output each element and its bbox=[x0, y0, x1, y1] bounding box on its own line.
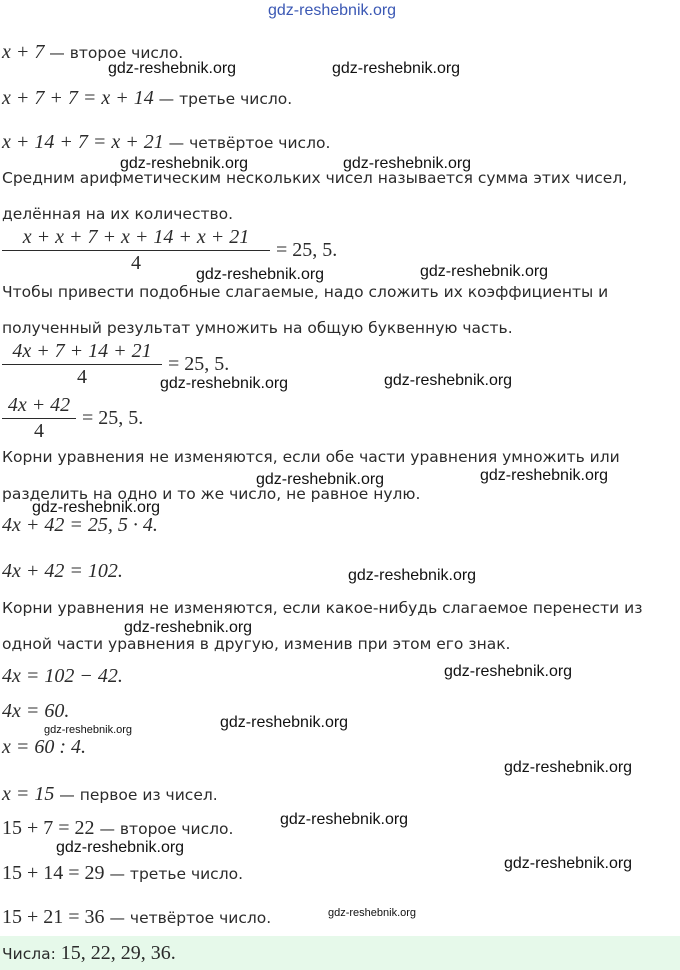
watermark: gdz-reshebnik.org bbox=[160, 375, 289, 392]
text: — четвёртое число. bbox=[104, 909, 272, 927]
text: — второе число. bbox=[94, 820, 234, 838]
watermark: gdz-reshebnik.org bbox=[44, 724, 133, 736]
watermark: gdz-reshebnik.org bbox=[120, 155, 249, 172]
math: x + 7 bbox=[2, 41, 45, 63]
watermark: gdz-reshebnik.org bbox=[384, 372, 513, 389]
watermark: gdz-reshebnik.org bbox=[480, 467, 609, 484]
math: x = 15 bbox=[2, 783, 55, 805]
fraction-numerator: 4x + 42 bbox=[7, 394, 71, 416]
equation-divide: x = 60 : 4. bbox=[2, 736, 87, 758]
watermark: gdz-reshebnik.org bbox=[444, 663, 573, 680]
math: 15 + 14 = 29 bbox=[2, 862, 105, 884]
fraction-denominator: 4 bbox=[34, 420, 44, 442]
rule-multiply-line2: разделить на одно и то же число, не равное нулю. bbox=[2, 485, 421, 503]
math: 15 + 21 = 36 bbox=[2, 906, 105, 928]
fraction-numerator: 4x + 7 + 14 + 21 bbox=[12, 340, 152, 362]
answer-values: 15, 22, 29, 36. bbox=[60, 942, 176, 964]
rule-like-terms-line1: Чтобы привести подобные слагаемые, надо сложить их коэффициенты и bbox=[2, 283, 609, 301]
watermark: gdz-reshebnik.org bbox=[196, 266, 325, 283]
watermark: gdz-reshebnik.org bbox=[328, 907, 417, 919]
answer-box bbox=[0, 936, 680, 970]
equation-multiply: 4x + 42 = 25, 5 · 4. bbox=[2, 514, 158, 536]
text: — третье число. bbox=[153, 90, 293, 108]
watermark: gdz-reshebnik.org bbox=[256, 471, 385, 488]
math: x + 14 + 7 = x + 21 bbox=[2, 131, 164, 153]
line-first-number bbox=[2, 784, 218, 805]
fraction-denominator: 4 bbox=[131, 252, 141, 274]
watermark: gdz-reshebnik.org bbox=[124, 619, 253, 636]
watermark: gdz-reshebnik.org bbox=[332, 60, 461, 77]
text: — первое из чисел. bbox=[54, 786, 218, 804]
math: x + 7 + 7 = x + 14 bbox=[2, 87, 154, 109]
line-fourth-number bbox=[2, 132, 330, 153]
watermark: gdz-reshebnik.org bbox=[504, 855, 633, 872]
fraction-rhs: = 25, 5. bbox=[168, 353, 230, 375]
rule-mean-line2: делённая на их количество. bbox=[2, 205, 234, 223]
text: — третье число. bbox=[104, 865, 244, 883]
equation-102: 4x + 42 = 102. bbox=[2, 560, 123, 582]
rule-mean-line1: Средним арифметическим нескольких чисел называется сумма этих чисел, bbox=[2, 169, 628, 187]
watermark: gdz-reshebnik.org bbox=[56, 839, 185, 856]
equation-subtract: 4x = 102 − 42. bbox=[2, 665, 123, 687]
watermark: gdz-reshebnik.org bbox=[220, 714, 349, 731]
rule-transfer-line2: одной части уравнения в другую, изменив при этом его знак. bbox=[2, 635, 511, 653]
fraction-rhs: = 25, 5. bbox=[82, 407, 144, 429]
fraction-bar bbox=[2, 364, 162, 365]
answer-line bbox=[2, 943, 176, 964]
fraction-rhs: = 25, 5. bbox=[276, 239, 338, 261]
watermark: gdz-reshebnik.org bbox=[504, 759, 633, 776]
watermark: gdz-reshebnik.org bbox=[343, 155, 472, 172]
fraction-bar bbox=[2, 418, 76, 419]
watermark: gdz-reshebnik.org bbox=[420, 263, 549, 280]
header-watermark[interactable]: gdz-reshebnik.org bbox=[268, 2, 397, 19]
equation-60: 4x = 60. bbox=[2, 700, 70, 722]
watermark: gdz-reshebnik.org bbox=[348, 567, 477, 584]
watermark: gdz-reshebnik.org bbox=[280, 811, 409, 828]
rule-transfer-line1: Корни уравнения не изменяются, если какое-нибудь слагаемое перенести из bbox=[2, 599, 643, 617]
line-third-number bbox=[2, 88, 292, 109]
line-fourth-number-result bbox=[2, 907, 271, 928]
fraction-denominator: 4 bbox=[77, 366, 87, 388]
text: — второе число. bbox=[44, 44, 184, 62]
line-third-number-result bbox=[2, 863, 243, 884]
rule-multiply-line1: Корни уравнения не изменяются, если обе части уравнения умножить или bbox=[2, 448, 620, 466]
watermark: gdz-reshebnik.org bbox=[32, 499, 161, 516]
line-second-number-result bbox=[2, 818, 233, 839]
fraction-bar bbox=[2, 250, 270, 251]
fraction-numerator: x + x + 7 + x + 14 + x + 21 bbox=[22, 226, 250, 248]
watermark: gdz-reshebnik.org bbox=[108, 60, 237, 77]
math: 15 + 7 = 22 bbox=[2, 817, 95, 839]
text: — четвёртое число. bbox=[163, 134, 331, 152]
answer-label: Числа: bbox=[2, 945, 61, 963]
rule-like-terms-line2: полученный результат умножить на общую буквенную часть. bbox=[2, 319, 513, 337]
